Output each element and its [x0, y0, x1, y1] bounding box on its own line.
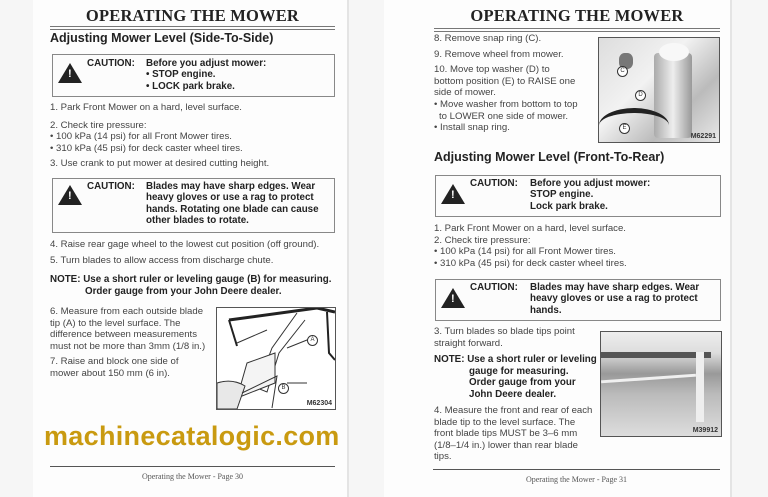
- step-list: 4. Raise rear gage wheel to the lowest cut position (off ground). 5. Turn blades to allow access from discharge chute.: [50, 239, 320, 266]
- mower-deck-photo: [600, 331, 722, 437]
- figure-code: M62291: [690, 133, 716, 140]
- caution-box: [435, 279, 721, 321]
- figure-code: M39912: [692, 427, 718, 434]
- title-rule: [50, 26, 335, 30]
- caution-box: [52, 54, 335, 97]
- warning-icon: [441, 184, 465, 204]
- figure-code: M62304: [306, 400, 332, 407]
- caution-label: CAUTION:: [87, 181, 135, 192]
- callout-c: C: [617, 66, 628, 77]
- caution-text: Before you adjust mower: • STOP engine. • LOCK park brake.: [146, 58, 267, 92]
- caution-label: CAUTION:: [470, 178, 518, 189]
- caution-text: Before you adjust mower: STOP engine. Lock park brake.: [530, 178, 651, 212]
- page-title: OPERATING THE MOWER: [470, 6, 684, 25]
- mower-blade-illustration: [217, 308, 335, 409]
- step-list: 1. Park Front Mower on a hard, level surface. 2. Check tire pressure: • 100 kPa (14 psi) for all Front Mower tires. • 310 kPa (45 psi) for deck caster wheel tires.: [434, 223, 627, 269]
- caution-text: Blades may have sharp edges. Wear heavy gloves or use a rag to protect hands.: [530, 282, 700, 316]
- warning-icon: [58, 185, 82, 205]
- callout-b: B: [278, 383, 289, 394]
- page-title: OPERATING THE MOWER: [85, 6, 300, 25]
- caution-box: [435, 175, 721, 217]
- gauge-figure: [216, 307, 336, 410]
- caution-box: [52, 178, 335, 233]
- step-list: 1. Park Front Mower on a hard, level surface. 2. Check tire pressure: • 100 kPa (14 psi) for all Front Mower tires. • 310 kPa (45 psi) for deck caster wheel tires. 3. Use crank to put mower at desired cutting height.: [50, 102, 270, 170]
- step-list: 8. Remove snap ring (C). 9. Remove wheel from mower. 10. Move top washer (D) to bottom position (E) to RAISE one side of mower. • Move washer from bottom to top to LOWER one side of mower. • Install snap ring.: [434, 33, 578, 134]
- note: NOTE: Use a short ruler or leveling gauge (B) for measuring. Order gauge from your John Deere dealer.: [50, 274, 332, 297]
- callout-a: A: [307, 335, 318, 346]
- warning-icon: [441, 288, 465, 308]
- section-heading: Adjusting Mower Level (Front-To-Rear): [434, 150, 665, 164]
- title-rule: [434, 28, 720, 32]
- callout-e: E: [619, 123, 630, 134]
- footer-rule: [50, 466, 335, 467]
- step-4: 4. Measure the front and rear of each blade tip to the level surface. The front blade tips MUST be 3–6 mm (1/8–1/4 in.) lower than rear blade tips.: [434, 405, 593, 463]
- section-heading: Adjusting Mower Level (Side-To-Side): [50, 31, 274, 45]
- watermark: machinecatalogic.com: [44, 421, 340, 451]
- page-footer: Operating the Mower - Page 31: [525, 475, 628, 484]
- note: NOTE: Use a short ruler or leveling gauge for measuring. Order gauge from your John Deere dealer.: [434, 354, 597, 400]
- caution-label: CAUTION:: [470, 282, 518, 293]
- callout-d: D: [635, 90, 646, 101]
- warning-icon: [58, 63, 82, 83]
- page-footer: Operating the Mower - Page 30: [141, 472, 244, 481]
- step-6: 6. Measure from each outside blade tip (A) to the level surface. The difference between measurements must not be more than 3mm (1/8 in.) 7. Raise and block one side of mower about 150 mm (6 in).: [50, 306, 206, 379]
- wheel-washer-photo: [598, 37, 720, 143]
- caution-label: CAUTION:: [87, 58, 135, 69]
- footer-rule: [433, 469, 720, 470]
- caution-text: Blades may have sharp edges. Wear heavy gloves or use a rag to protect hands. Rotating one blade can cause other blades to rotate.: [146, 181, 319, 226]
- step-3: 3. Turn blades so blade tips point straight forward.: [434, 326, 575, 349]
